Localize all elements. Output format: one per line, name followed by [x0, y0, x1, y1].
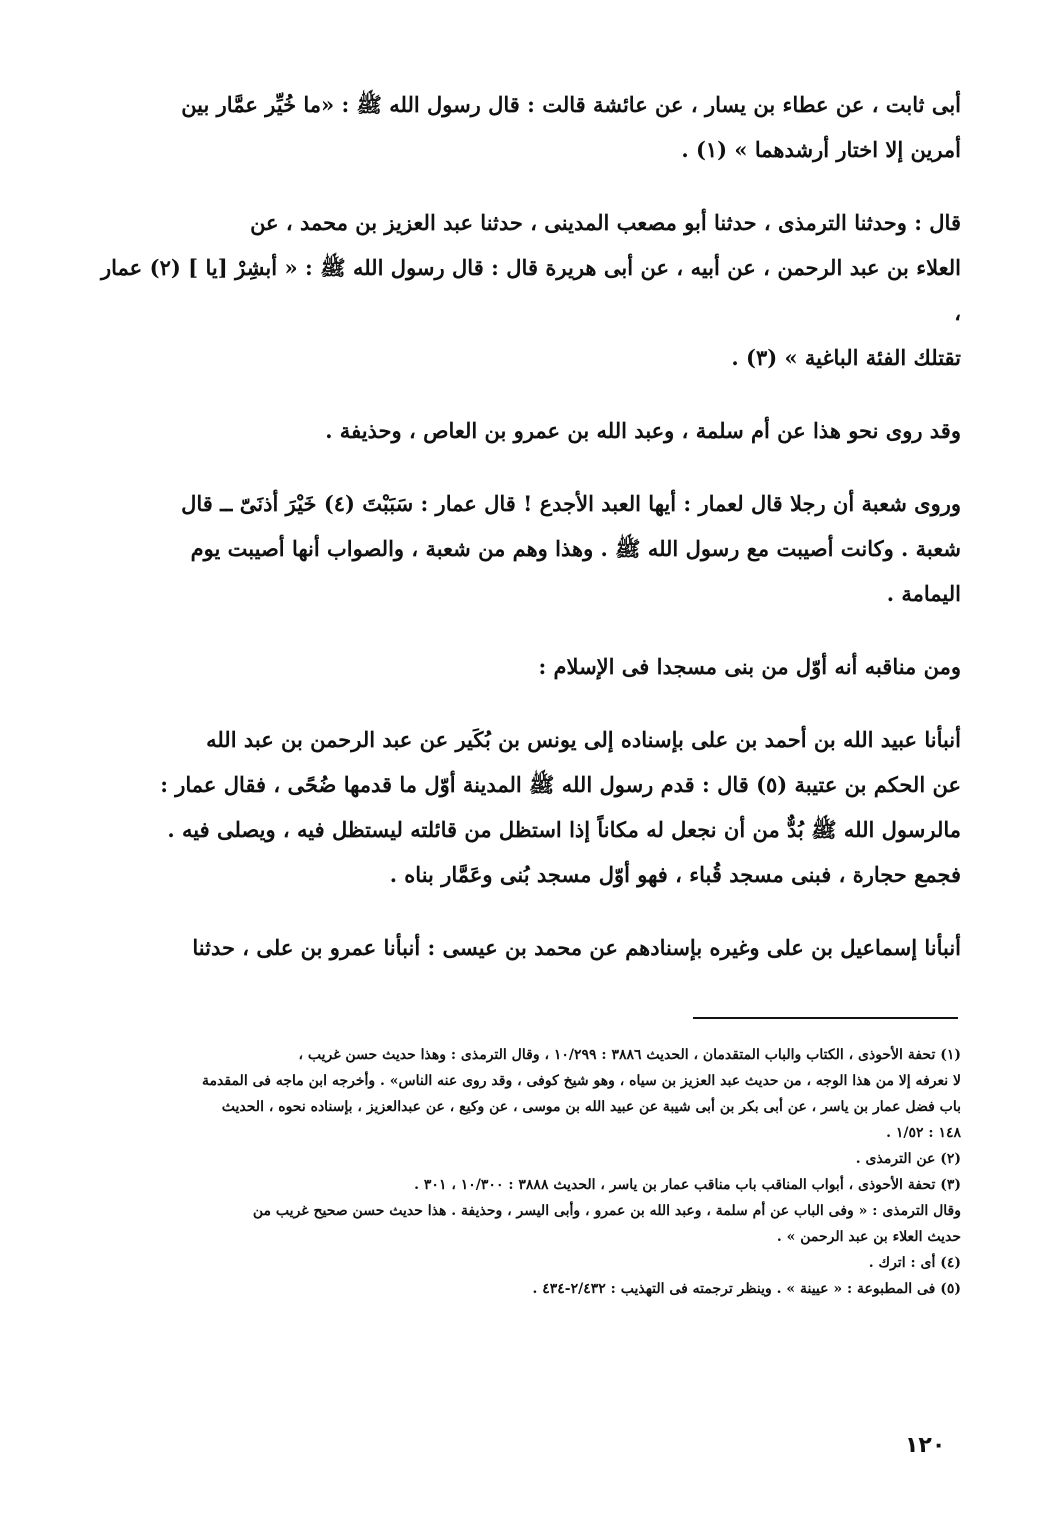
footnote-line: حديث العلاء بن عبد الرحمن » .	[776, 1229, 961, 1245]
text-line: شعبة . وكانت أصيبت مع رسول الله ﷺ . وهذا وهم من شعبة ، والصواب أنها أصيبت يوم	[190, 536, 961, 561]
footnote-separator	[693, 1017, 958, 1019]
paragraph-1	[101, 82, 961, 172]
text-line: أنبأنا عبيد الله بن أحمد بن على بإسناده إلى يونس بن بُكَير عن عبد الرحمن بن عبد الله	[206, 727, 961, 752]
footnote-line: (٢) عن الترمذى .	[855, 1151, 961, 1167]
paragraph-6	[101, 717, 961, 897]
page-number: ١٢٠	[905, 1433, 946, 1458]
paragraph-2	[101, 200, 961, 380]
text-line: أبى ثابت ، عن عطاء بن يسار ، عن عائشة قالت : قال رسول الله ﷺ : «ما خُيِّر عمَّار بين	[181, 92, 961, 117]
text-line: تقتلك الفئة الباغية » (٣) .	[731, 345, 961, 370]
text-line: العلاء بن عبد الرحمن ، عن أبيه ، عن أبى هريرة قال : قال رسول الله ﷺ : « أبشِرْ [يا ] (٢) عمار ،	[101, 255, 961, 325]
text-line: قال : وحدثنا الترمذى ، حدثنا أبو مصعب المدينى ، حدثنا عبد العزيز بن محمد ، عن	[250, 210, 961, 235]
text-line: اليمامة .	[886, 581, 961, 606]
paragraph-3	[101, 408, 961, 453]
text-line: عن الحكم بن عتيبة (٥) قال : قدم رسول الله ﷺ المدينة أوّل ما قدمها ضُحًى ، فقال عمار :	[160, 772, 961, 797]
footnotes	[101, 1042, 961, 1302]
footnote-line: (٥) فى المطبوعة : « عيينة » . وينظر ترجمته فى التهذيب : ٢/٤٣٢-٤٣٤ .	[532, 1281, 961, 1297]
footnote-line: لا نعرفه إلا من هذا الوجه ، من حديث عبد العزيز بن سياه ، وهو شيخ كوفى ، وقد روى عنه الناس» . وأخرجه ابن ماجه فى المقدمة	[202, 1073, 961, 1089]
main-text	[101, 82, 961, 998]
text-line: أنبأنا إسماعيل بن على وغيره بإسنادهم عن محمد بن عيسى : أنبأنا عمرو بن على ، حدثنا	[192, 935, 961, 960]
text-line: وروى شعبة أن رجلا قال لعمار : أيها العبد الأجدع ! قال عمار : سَبَبْتَ (٤) خَيْرَ أذنَىّ ــ قال	[181, 491, 961, 516]
footnote-line: (١) تحفة الأحوذى ، الكتاب والباب المتقدمان ، الحديث ٣٨٨٦ : ١٠/٢٩٩ ، وقال الترمذى : وهذا حديث حسن غريب ،	[298, 1047, 961, 1063]
footnote-line: (٤) أى : اترك .	[868, 1255, 961, 1271]
text-line: فجمع حجارة ، فبنى مسجد قُباء ، فهو أوّل مسجد بُنى وعَمَّار بناه .	[389, 862, 961, 887]
text-line: وقد روى نحو هذا عن أم سلمة ، وعبد الله بن عمرو بن العاص ، وحذيفة .	[325, 418, 961, 443]
footnote-line: ١٤٨ : ١/٥٢ .	[886, 1125, 961, 1141]
paragraph-4	[101, 481, 961, 616]
text-line: أمرين إلا اختار أرشدهما » (١) .	[681, 137, 961, 162]
footnote-line: (٣) تحفة الأحوذى ، أبواب المناقب باب مناقب عمار بن ياسر ، الحديث ٣٨٨٨ : ١٠/٣٠٠ ، ٣٠١ .	[414, 1177, 961, 1193]
footnote-line: باب فضل عمار بن ياسر ، عن أبى بكر بن أبى شيبة عن عبيد الله بن موسى ، عن وكيع ، عن عبدالعزيز ، بإسناده نحوه ، الحديث	[221, 1099, 961, 1115]
paragraph-5	[101, 644, 961, 689]
text-line: ومن مناقبه أنه أوّل من بنى مسجدا فى الإسلام :	[538, 654, 961, 679]
paragraph-7	[101, 925, 961, 970]
text-line: مالرسول الله ﷺ بُدٌّ من أن نجعل له مكاناً إذا استظل من قائلته ليستظل فيه ، ويصلى فيه .	[167, 817, 961, 842]
footnote-line: وقال الترمذى : « وفى الباب عن أم سلمة ، وعبد الله بن عمرو ، وأبى اليسر ، وحذيفة . هذا حديث حسن صحيح غريب من	[252, 1203, 961, 1219]
